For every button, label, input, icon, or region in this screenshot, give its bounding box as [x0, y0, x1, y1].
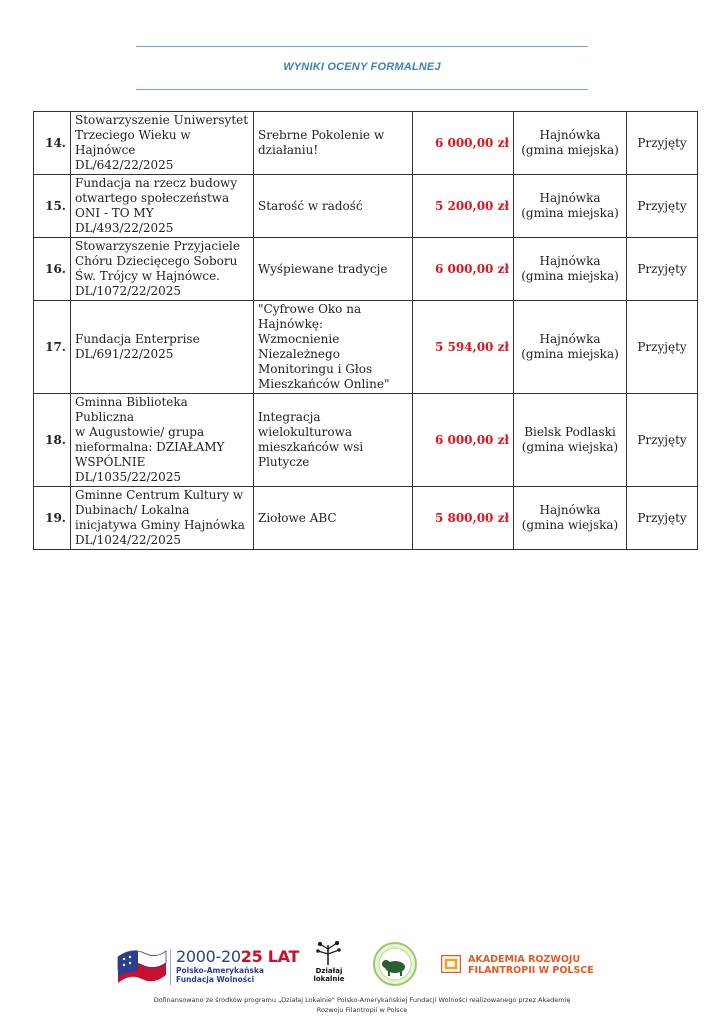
organization-cell-line: DL/642/22/2025 [75, 158, 174, 172]
status-cell: Przyjęty [627, 487, 698, 550]
organization-cell-line: nieformalna: DZIAŁAMY [75, 440, 225, 454]
organization-cell-line: Trzeciego Wieku w [75, 128, 191, 142]
organization-cell [71, 301, 254, 394]
location-cell [514, 301, 627, 394]
organization-cell [71, 238, 254, 301]
location-cell-line: (gmina wiejska) [521, 518, 619, 532]
akademia-mark-icon [441, 955, 461, 973]
pafw-flag-logo-icon [114, 945, 170, 991]
location-cell-line: Hajnówka [539, 128, 601, 142]
location-cell-line: Bielsk Podlaski [524, 425, 616, 439]
organization-cell-line: Dubinach/ Lokalna [75, 503, 190, 517]
organization-cell-line: DL/493/22/2025 [75, 221, 174, 235]
pafw-years: 2000-2025 LAT [176, 947, 300, 966]
organization-cell-line: DL/1024/22/2025 [75, 533, 182, 547]
organization-cell-line: Św. Trójcy w Hajnówce. [75, 269, 220, 283]
organization-cell-line: Gminne Centrum Kultury w [75, 488, 244, 502]
project-title-cell-line: Starość w radość [258, 198, 363, 213]
organization-cell-line: ONI - TO MY [75, 206, 154, 220]
organization-cell-line: Gminna Biblioteka Publiczna [75, 395, 188, 424]
footer [0, 935, 724, 1024]
project-title-cell [254, 394, 413, 487]
project-title-cell-line: Niezależnego [258, 347, 340, 361]
akademia-text: AKADEMIA ROZWOJU FILANTROPII W POLSCE [468, 954, 594, 976]
organization-cell-line: DL/1035/22/2025 [75, 470, 182, 484]
status-cell: Przyjęty [627, 175, 698, 238]
grant-amount-cell: 5 800,00 zł [413, 487, 514, 550]
organization-cell-line: Stowarzyszenie Uniwersytet [75, 113, 249, 127]
location-cell-line: (gmina miejska) [521, 347, 619, 361]
table-row [34, 394, 698, 487]
organization-cell [71, 175, 254, 238]
organization-cell-line: Chóru Dziecięcego Soboru [75, 254, 238, 268]
header-bottom-rule [136, 89, 588, 90]
pafw-name-line2: Fundacja Wolności [176, 975, 255, 984]
dzialaj-lokalnie-text: Działaj lokalnie [313, 967, 345, 983]
organization-cell-line: DL/691/22/2025 [75, 347, 174, 361]
organization-cell-line: Fundacja na rzecz budowy [75, 176, 238, 190]
grant-amount-cell: 6 000,00 zł [413, 238, 514, 301]
location-cell [514, 487, 627, 550]
pafw-name-line1: Polsko-Amerykańska [176, 966, 264, 975]
location-cell-line: (gmina miejska) [521, 269, 619, 283]
organization-cell-line: inicjatywa Gminy Hajnówka [75, 518, 245, 532]
location-cell [514, 238, 627, 301]
project-title-cell [254, 238, 413, 301]
organization-cell [71, 394, 254, 487]
document-header-title: WYNIKI OCENY FORMALNEJ [283, 61, 441, 73]
organization-cell-line: Fundacja Enterprise [75, 332, 200, 346]
status-cell: Przyjęty [627, 394, 698, 487]
table-row [34, 175, 698, 238]
header-top-rule [136, 46, 588, 47]
project-title-cell [254, 175, 413, 238]
location-cell-line: Hajnówka [539, 503, 601, 517]
pafw-logo [176, 947, 300, 984]
table-row [34, 238, 698, 301]
organization-cell-line: otwartego społeczeństwa [75, 191, 230, 205]
row-number: 19. [34, 487, 71, 550]
location-cell [514, 175, 627, 238]
project-title-cell-line: Hajnówkę: Wzmocnienie [258, 317, 340, 346]
project-title-cell [254, 487, 413, 550]
location-cell [514, 112, 627, 175]
organization-cell-line: w Augustowie/ grupa [75, 425, 205, 439]
project-title-cell-line: Mieszkańców Online" [258, 377, 390, 391]
project-title-cell [254, 112, 413, 175]
project-title-cell-line: mieszkańców wsi [258, 440, 364, 454]
location-cell [514, 394, 627, 487]
row-number: 16. [34, 238, 71, 301]
status-cell: Przyjęty [627, 238, 698, 301]
table-row [34, 487, 698, 550]
project-title-cell-line: działaniu! [258, 143, 319, 157]
grant-amount-cell: 5 200,00 zł [413, 175, 514, 238]
akademia-logo [441, 953, 601, 977]
project-title-cell-line: Monitoringu i Głos [258, 362, 373, 376]
organization-cell-line: Hajnówce [75, 143, 136, 157]
grant-amount-cell: 6 000,00 zł [413, 112, 514, 175]
results-table-body [34, 112, 698, 550]
pafw-divider [170, 949, 171, 985]
project-title-cell-line: Srebrne Pokolenie w [258, 128, 385, 142]
funding-note: Dofinansowano ze środków programu „Działaj Lokalnie" Polsko-Amerykańskiej Fundacji Wolności realizowanego przez Akademię Rozwoju Filantropii w Polsce [153, 996, 571, 1014]
row-number: 14. [34, 112, 71, 175]
location-cell-line: Hajnówka [539, 254, 601, 268]
project-title-cell-line: Ziołowe ABC [258, 510, 337, 525]
project-title-cell-line: Plutycze [258, 455, 310, 469]
bison-badge-logo-icon [372, 941, 418, 987]
table-row [34, 112, 698, 175]
organization-cell [71, 487, 254, 550]
row-number: 18. [34, 394, 71, 487]
grant-amount-cell: 5 594,00 zł [413, 301, 514, 394]
location-cell-line: Hajnówka [539, 191, 601, 205]
grant-amount-cell: 6 000,00 zł [413, 394, 514, 487]
status-cell: Przyjęty [627, 301, 698, 394]
project-title-cell-line: "Cyfrowe Oko na [258, 302, 362, 316]
project-title-cell [254, 301, 413, 394]
location-cell-line: (gmina wiejska) [521, 440, 619, 454]
location-cell-line: (gmina miejska) [521, 206, 619, 220]
row-number: 15. [34, 175, 71, 238]
location-cell-line: Hajnówka [539, 332, 601, 346]
organization-cell [71, 112, 254, 175]
row-number: 17. [34, 301, 71, 394]
project-title-cell-line: Wyśpiewane tradycje [258, 261, 388, 276]
location-cell-line: (gmina miejska) [521, 143, 619, 157]
organization-cell-line: DL/1072/22/2025 [75, 284, 182, 298]
results-table [33, 111, 698, 550]
status-cell: Przyjęty [627, 112, 698, 175]
project-title-cell-line: Integracja [258, 410, 321, 424]
organization-cell-line: Stowarzyszenie Przyjaciele [75, 239, 240, 253]
table-row [34, 301, 698, 394]
organization-cell-line: WSPÓLNIE [75, 455, 146, 469]
project-title-cell-line: wielokulturowa [258, 425, 353, 439]
